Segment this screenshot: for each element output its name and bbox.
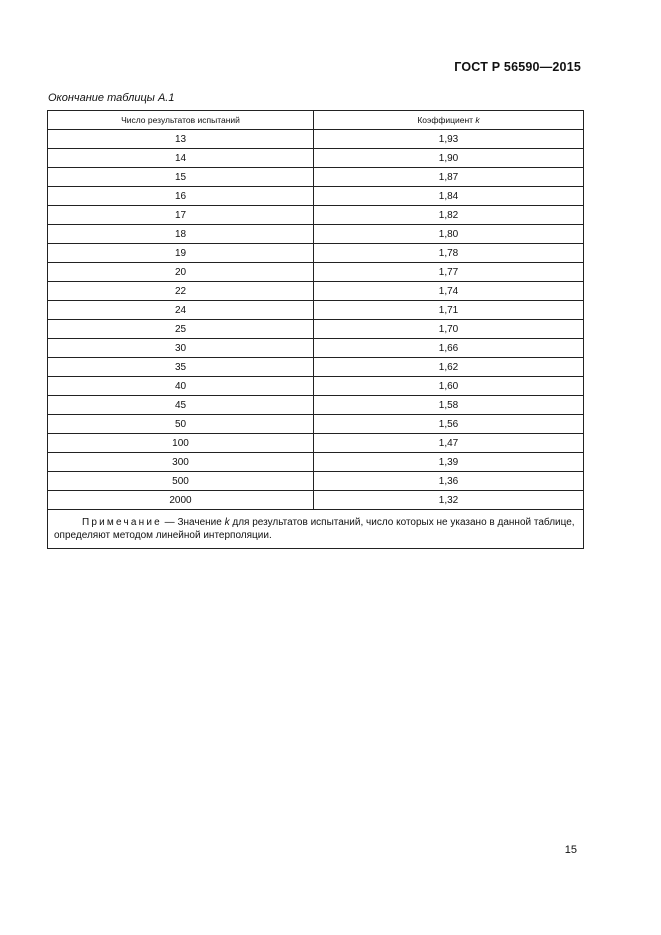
note-label: Примечание (82, 517, 162, 528)
table-row (48, 187, 584, 206)
table-caption: Окончание таблицы А.1 (48, 92, 175, 104)
cell-test-count: 19 (48, 244, 314, 263)
cell-coefficient: 1,82 (314, 206, 584, 225)
cell-coefficient: 1,60 (314, 377, 584, 396)
cell-coefficient: 1,58 (314, 396, 584, 415)
table-row (48, 434, 584, 453)
cell-test-count: 14 (48, 149, 314, 168)
table-body (48, 130, 584, 510)
table-row (48, 225, 584, 244)
table-note (48, 510, 584, 549)
table-row (48, 282, 584, 301)
cell-coefficient: 1,87 (314, 168, 584, 187)
table-row (48, 377, 584, 396)
cell-test-count: 30 (48, 339, 314, 358)
coefficient-table (47, 110, 584, 549)
cell-coefficient: 1,66 (314, 339, 584, 358)
cell-test-count: 13 (48, 130, 314, 149)
table-row (48, 491, 584, 510)
table-row (48, 415, 584, 434)
table-row (48, 453, 584, 472)
document-code: ГОСТ Р 56590—2015 (454, 60, 581, 74)
cell-test-count: 50 (48, 415, 314, 434)
cell-coefficient: 1,93 (314, 130, 584, 149)
cell-coefficient: 1,70 (314, 320, 584, 339)
cell-test-count: 40 (48, 377, 314, 396)
cell-test-count: 500 (48, 472, 314, 491)
table-row (48, 301, 584, 320)
table-row (48, 339, 584, 358)
note-row (48, 510, 584, 549)
header-coefficient-text: Коэффициент (417, 115, 476, 125)
cell-coefficient: 1,71 (314, 301, 584, 320)
cell-test-count: 25 (48, 320, 314, 339)
table-row (48, 168, 584, 187)
table-row (48, 149, 584, 168)
table-row (48, 396, 584, 415)
cell-test-count: 100 (48, 434, 314, 453)
cell-coefficient: 1,77 (314, 263, 584, 282)
cell-coefficient: 1,74 (314, 282, 584, 301)
table-row (48, 320, 584, 339)
cell-test-count: 20 (48, 263, 314, 282)
cell-coefficient: 1,36 (314, 472, 584, 491)
table-row (48, 206, 584, 225)
table-row (48, 130, 584, 149)
cell-test-count: 16 (48, 187, 314, 206)
note-text-before: Значение (177, 517, 225, 528)
cell-test-count: 17 (48, 206, 314, 225)
header-coefficient (314, 111, 584, 130)
cell-coefficient: 1,80 (314, 225, 584, 244)
cell-test-count: 2000 (48, 491, 314, 510)
cell-test-count: 35 (48, 358, 314, 377)
note-dash: — (161, 517, 178, 528)
header-test-count: Число результатов испытаний (48, 111, 314, 130)
cell-test-count: 45 (48, 396, 314, 415)
cell-test-count: 18 (48, 225, 314, 244)
cell-coefficient: 1,39 (314, 453, 584, 472)
table-row (48, 358, 584, 377)
note-var: k (224, 517, 230, 528)
cell-test-count: 24 (48, 301, 314, 320)
page-number: 15 (564, 844, 577, 856)
cell-coefficient: 1,32 (314, 491, 584, 510)
table-header-row (48, 111, 584, 130)
table-row (48, 263, 584, 282)
cell-coefficient: 1,62 (314, 358, 584, 377)
cell-coefficient: 1,78 (314, 244, 584, 263)
cell-coefficient: 1,84 (314, 187, 584, 206)
cell-test-count: 22 (48, 282, 314, 301)
note-text-after: для результатов испытаний, число которых не указано в данной таблице, определяют методом линейной интерполяции. (54, 517, 575, 541)
cell-test-count: 15 (48, 168, 314, 187)
table-row (48, 244, 584, 263)
cell-coefficient: 1,47 (314, 434, 584, 453)
cell-coefficient: 1,56 (314, 415, 584, 434)
cell-test-count: 300 (48, 453, 314, 472)
table-row (48, 472, 584, 491)
header-coefficient-var: k (475, 115, 480, 125)
cell-coefficient: 1,90 (314, 149, 584, 168)
